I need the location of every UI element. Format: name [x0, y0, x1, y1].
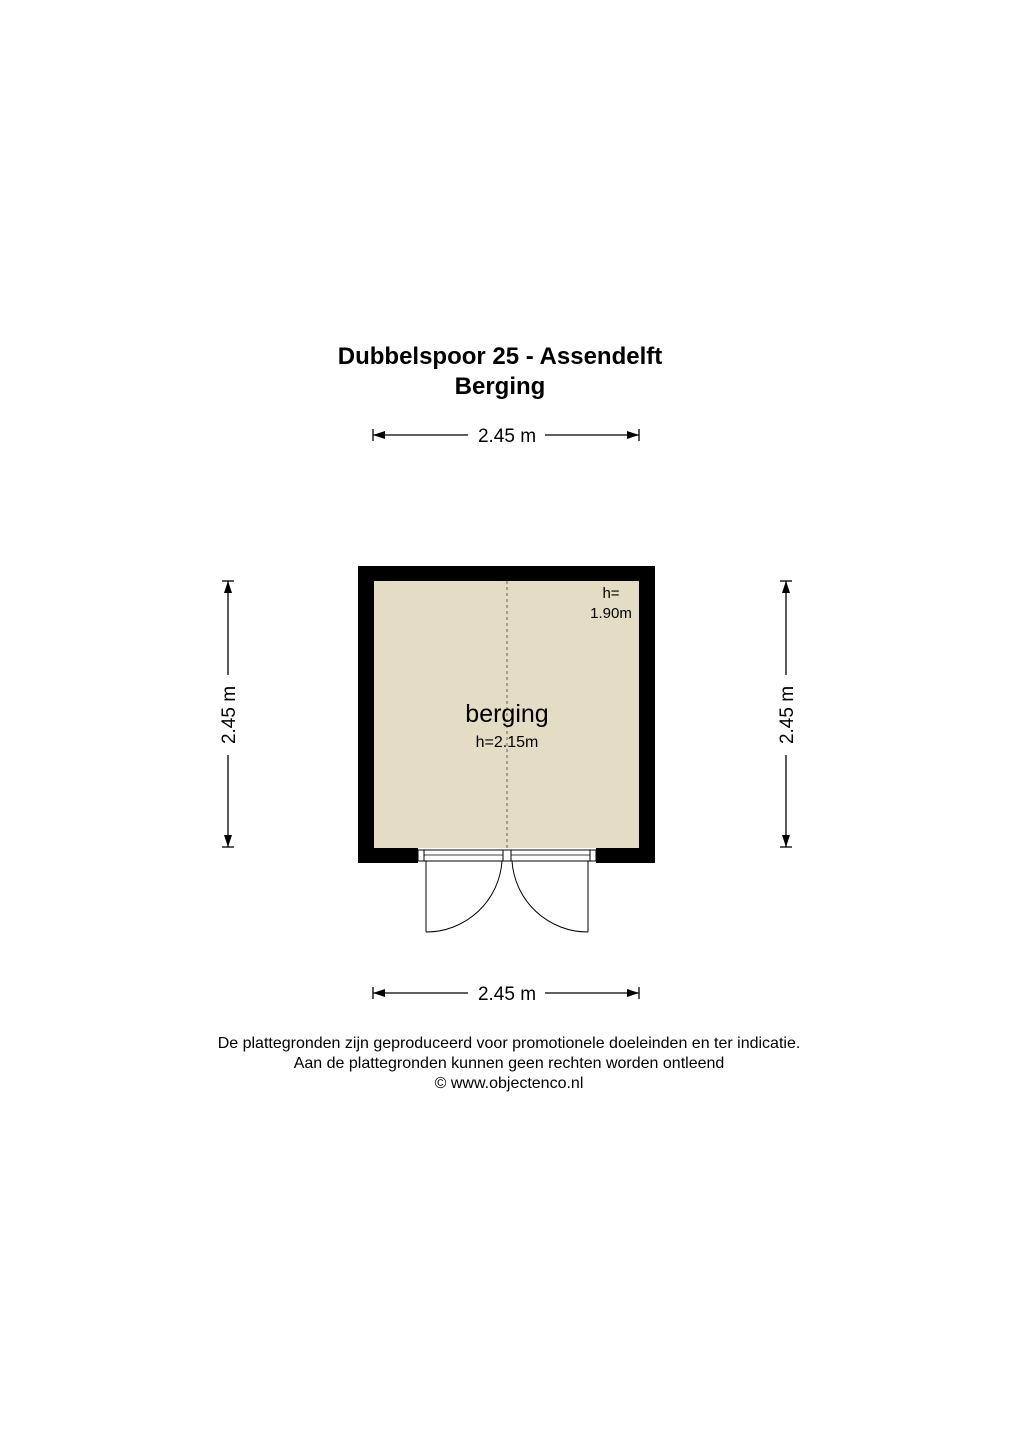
low-height-label: h=: [602, 585, 620, 602]
dimension-left: [219, 581, 240, 847]
disclaimer-line-1: De plattegronden zijn geproduceerd voor promotionele doeleinden en ter indicatie.: [217, 1035, 801, 1052]
low-height-value: 1.90m: [590, 605, 632, 622]
room-name: berging: [465, 700, 549, 728]
disclaimer-line-2: Aan de plattegronden kunnen geen rechten worden ontleend: [293, 1055, 725, 1072]
double-door: [418, 850, 596, 932]
dimension-top-label: 2.45 m: [477, 426, 537, 447]
dimension-bottom-label: 2.45 m: [477, 984, 537, 1005]
dimension-bottom: [373, 984, 639, 1005]
room-height: h=2.15m: [475, 734, 539, 751]
copyright-line: © www.objectenco.nl: [434, 1075, 584, 1092]
plan-title-floor: Berging: [454, 373, 546, 400]
dimension-top: [373, 426, 639, 447]
dimension-left-label: 2.45 m: [219, 685, 240, 745]
plan-title-address: Dubbelspoor 25 - Assendelft: [337, 343, 663, 370]
dimension-right-label: 2.45 m: [777, 685, 798, 745]
dimension-right: [777, 581, 798, 847]
